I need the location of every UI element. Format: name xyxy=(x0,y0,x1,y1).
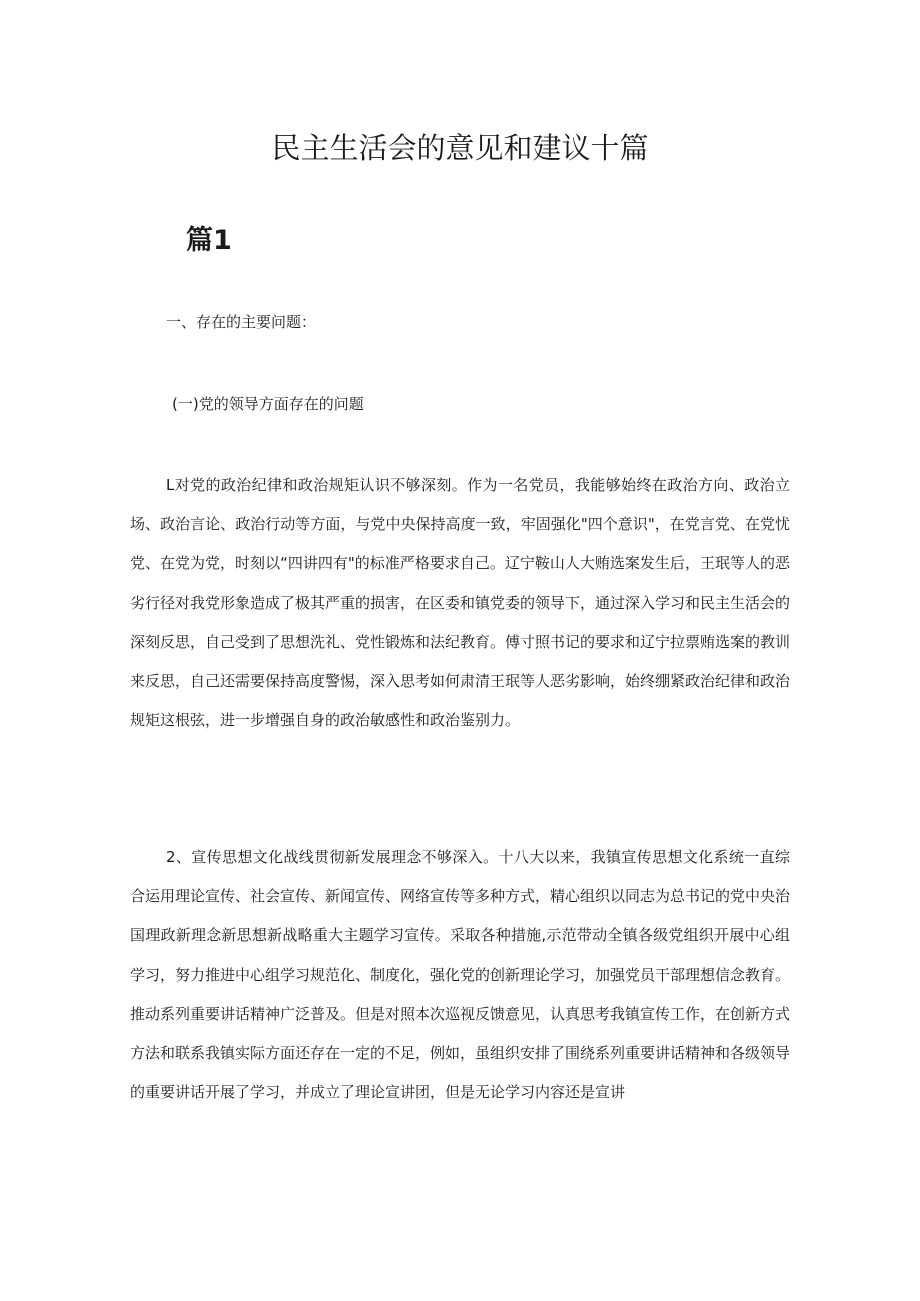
document-title: 民主生活会的意见和建议十篇 xyxy=(271,131,649,165)
heading-level1: 一、存在的主要问题： xyxy=(166,313,317,331)
paragraph-1: L对党的政治纪律和政治规矩认识不够深刻。作为一名党员，我能够始终在政治方向、政治立场、政治言论、政治行动等方面，与党中央保持高度一致，牢固强化"四个意识"，在党言党、在党忧党、在党为党，时刻以“四讲四有"的标准严格要求自己。辽宁鞍山人大贿选案发生后，王珉等人的恶劣行径对我党形象造成了极其严重的损害，在区委和镇党委的领导下，通过深入学习和民主生活会的深刻反思，自己受到了思想洗礼、党性锻炼和法纪教育。傅寸照书记的要求和辽宁拉票贿选案的教训来反思，自己还需要保持高度警惕，深入思考如何肃清王珉等人恶劣影响，始终绷紧政治纪律和政治规矩这根弦，进一步增强自身的政治敏感性和政治鉴别力。 xyxy=(130,476,791,730)
paragraph-2: 2、宣传思想文化战线贯彻新发展理念不够深入。十八大以来，我镇宣传思想文化系统一直综合运用理论宣传、社会宣传、新闻宣传、网络宣传等多种方式，精心组织以同志为总书记的党中央治国理政新理念新思想新战略重大主题学习宣传。采取各种措施,示范带动全镇各级党组织开展中心组学习，努力推进中心组学习规范化、制度化，强化党的创新理论学习，加强党员干部理想信念教育。推动系列重要讲话精神广泛普及。但是对照本次巡视反馈意见，认真思考我镇宣传工作，在创新方式方法和联系我镇实际方面还存在一定的不足，例如，虽组织安排了围绕系列重要讲话精神和各级领导的重要讲话开展了学习，并成立了理论宣讲团，但是无论学习内容还是宣讲 xyxy=(130,848,791,1102)
section-heading: 篇1 xyxy=(186,225,232,256)
heading-level2: (一)党的领导方面存在的问题 xyxy=(172,395,364,413)
